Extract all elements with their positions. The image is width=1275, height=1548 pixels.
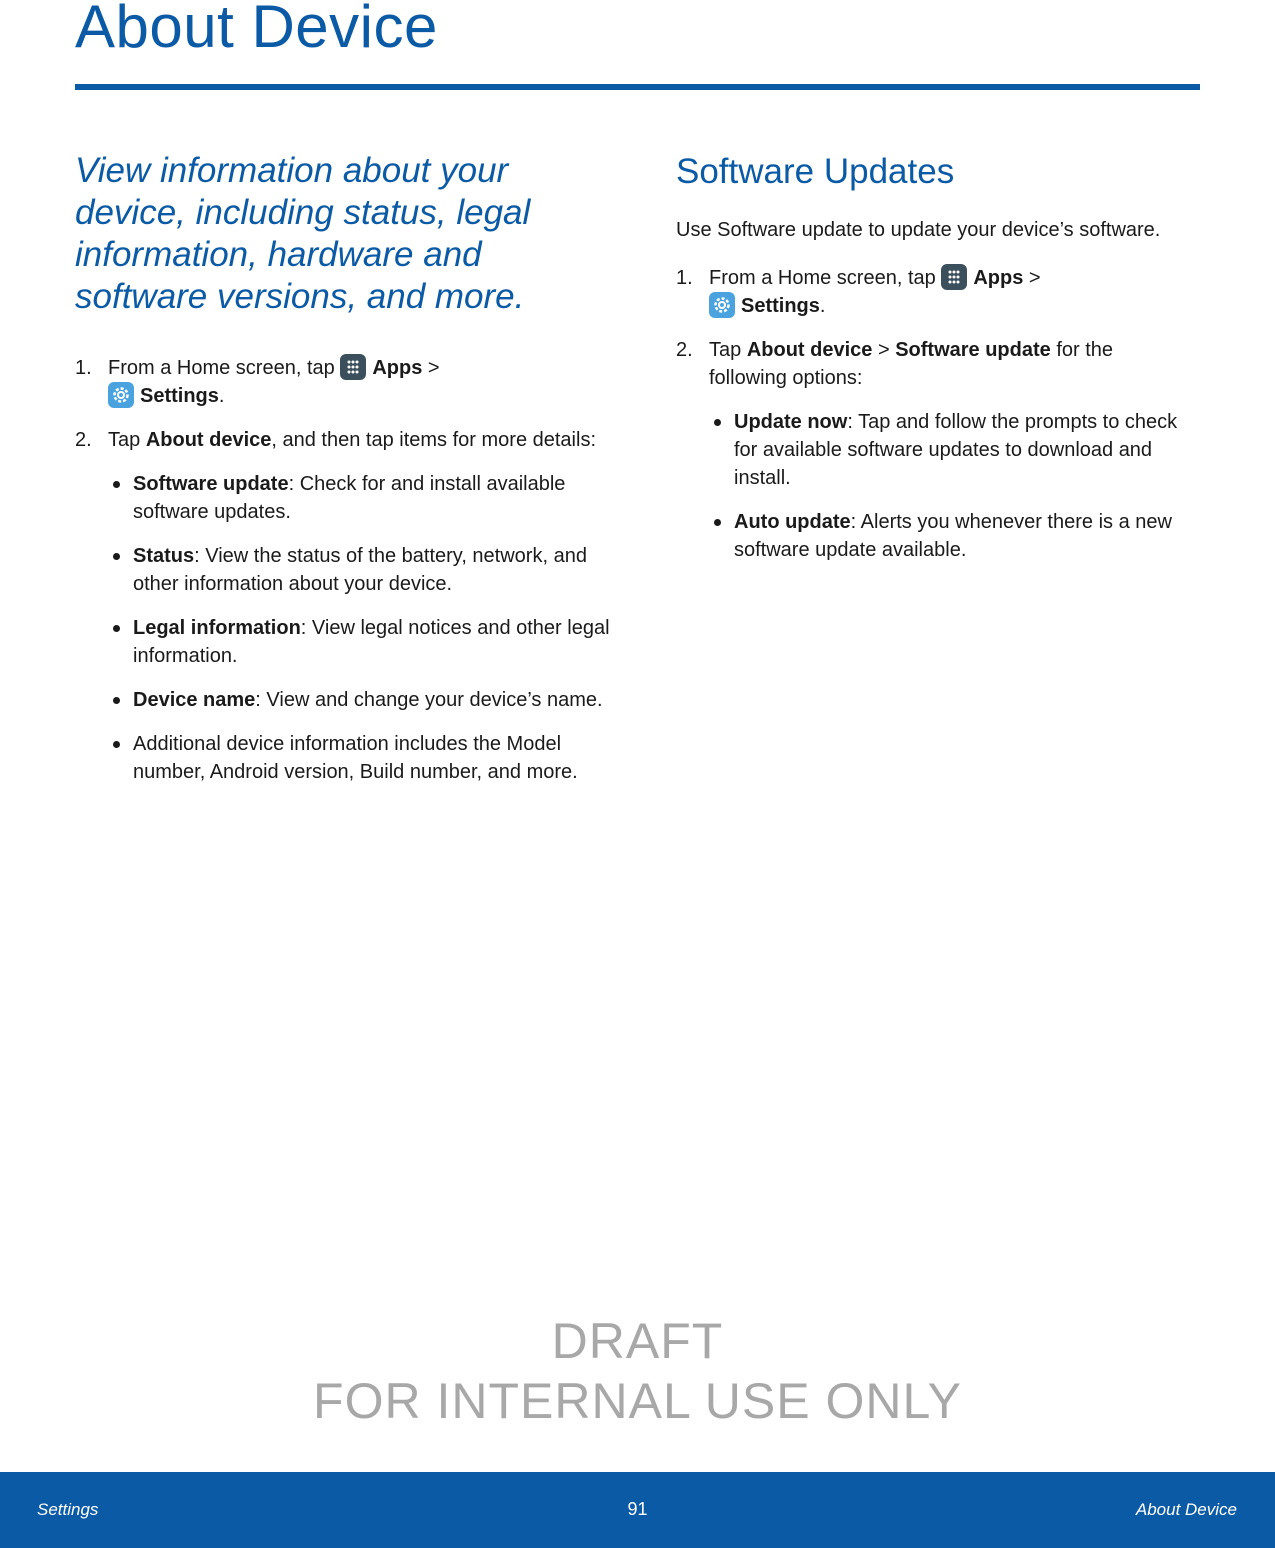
step-number: 1. xyxy=(75,357,92,379)
bullet-text: : View the status of the battery, network, and other information about your device. xyxy=(133,545,587,595)
step-item xyxy=(75,354,615,410)
apps-label: Apps xyxy=(372,357,423,379)
step-number: 1. xyxy=(676,267,693,289)
bullet-bold: Auto update xyxy=(734,511,851,533)
left-column xyxy=(75,150,615,802)
step-bold: Software update xyxy=(895,339,1051,361)
bullet-icon xyxy=(113,697,120,704)
step-text: From a Home screen, tap xyxy=(108,357,335,379)
bullet-icon xyxy=(113,625,120,632)
bullet-icon xyxy=(714,519,721,526)
step-text: Tap xyxy=(709,339,747,361)
intro-text: View information about your device, including status, legal information, hardware and software versions, and more. xyxy=(75,151,531,316)
bullet-text: : Tap and follow the prompts to check for available software updates to download and install. xyxy=(734,411,1178,489)
bullet-icon xyxy=(113,553,120,560)
step-text: Tap xyxy=(108,429,146,451)
page-number: 91 xyxy=(627,1499,648,1519)
bullet-icon xyxy=(113,741,120,748)
bullet-bold: Legal information xyxy=(133,617,301,639)
bullet-bold: Status xyxy=(133,545,195,567)
step-end: . xyxy=(218,385,225,407)
settings-label: Settings xyxy=(741,295,820,317)
bullet-text: : Check for and install available software updates. xyxy=(133,473,566,523)
bullet-bold: Device name xyxy=(133,689,256,711)
step-number: 2. xyxy=(676,339,693,361)
steps-list xyxy=(676,264,1196,564)
steps-list xyxy=(75,354,615,786)
title-divider xyxy=(75,84,1200,90)
settings-icon xyxy=(709,292,735,318)
draft-watermark: DRAFT xyxy=(551,1313,724,1369)
step-bold: About device xyxy=(746,339,873,361)
list-item xyxy=(709,408,1196,492)
step-number: 2. xyxy=(75,429,92,451)
apps-icon xyxy=(340,354,366,380)
bullet-bold: Software update xyxy=(133,473,289,495)
step-item xyxy=(676,264,1196,320)
bullet-list xyxy=(709,408,1196,564)
apps-label: Apps xyxy=(973,267,1024,289)
step-separator: > xyxy=(1023,267,1041,289)
footer-section-label: Settings xyxy=(37,1500,99,1519)
bullet-icon xyxy=(113,481,120,488)
bullet-text: Additional device information includes the Model number, Android version, Build number, and more. xyxy=(133,733,578,783)
step-separator: > xyxy=(872,339,896,361)
page-footer xyxy=(0,1472,1275,1548)
settings-icon xyxy=(108,382,134,408)
list-item xyxy=(108,686,615,714)
settings-label: Settings xyxy=(140,385,219,407)
step-separator: > xyxy=(422,357,440,379)
footer-chapter-label: About Device xyxy=(1135,1500,1237,1519)
section-paragraph: Use Software update to update your device’s software. xyxy=(676,219,1161,241)
list-item xyxy=(108,470,615,526)
step-text: From a Home screen, tap xyxy=(709,267,936,289)
list-item xyxy=(108,542,615,598)
step-bold: About device xyxy=(145,429,272,451)
list-item xyxy=(709,508,1196,564)
step-text-post: for the following options: xyxy=(709,339,1114,389)
list-item xyxy=(108,614,615,670)
step-item xyxy=(676,336,1196,564)
bullet-text: : Alerts you whenever there is a new software update available. xyxy=(734,511,1172,561)
step-item xyxy=(75,426,615,786)
right-column xyxy=(676,150,1196,580)
bullet-text: : View legal notices and other legal information. xyxy=(133,617,610,667)
apps-icon xyxy=(941,264,967,290)
section-heading: Software Updates xyxy=(676,152,955,191)
bullet-list xyxy=(108,470,615,786)
bullet-bold: Update now xyxy=(734,411,848,433)
internal-use-watermark: FOR INTERNAL USE ONLY xyxy=(313,1373,962,1429)
list-item xyxy=(108,730,615,786)
step-text-post: , and then tap items for more details: xyxy=(271,429,596,451)
step-end: . xyxy=(819,295,826,317)
bullet-text: : View and change your device’s name. xyxy=(255,689,603,711)
page-title: About Device xyxy=(75,0,438,60)
bullet-icon xyxy=(714,419,721,426)
